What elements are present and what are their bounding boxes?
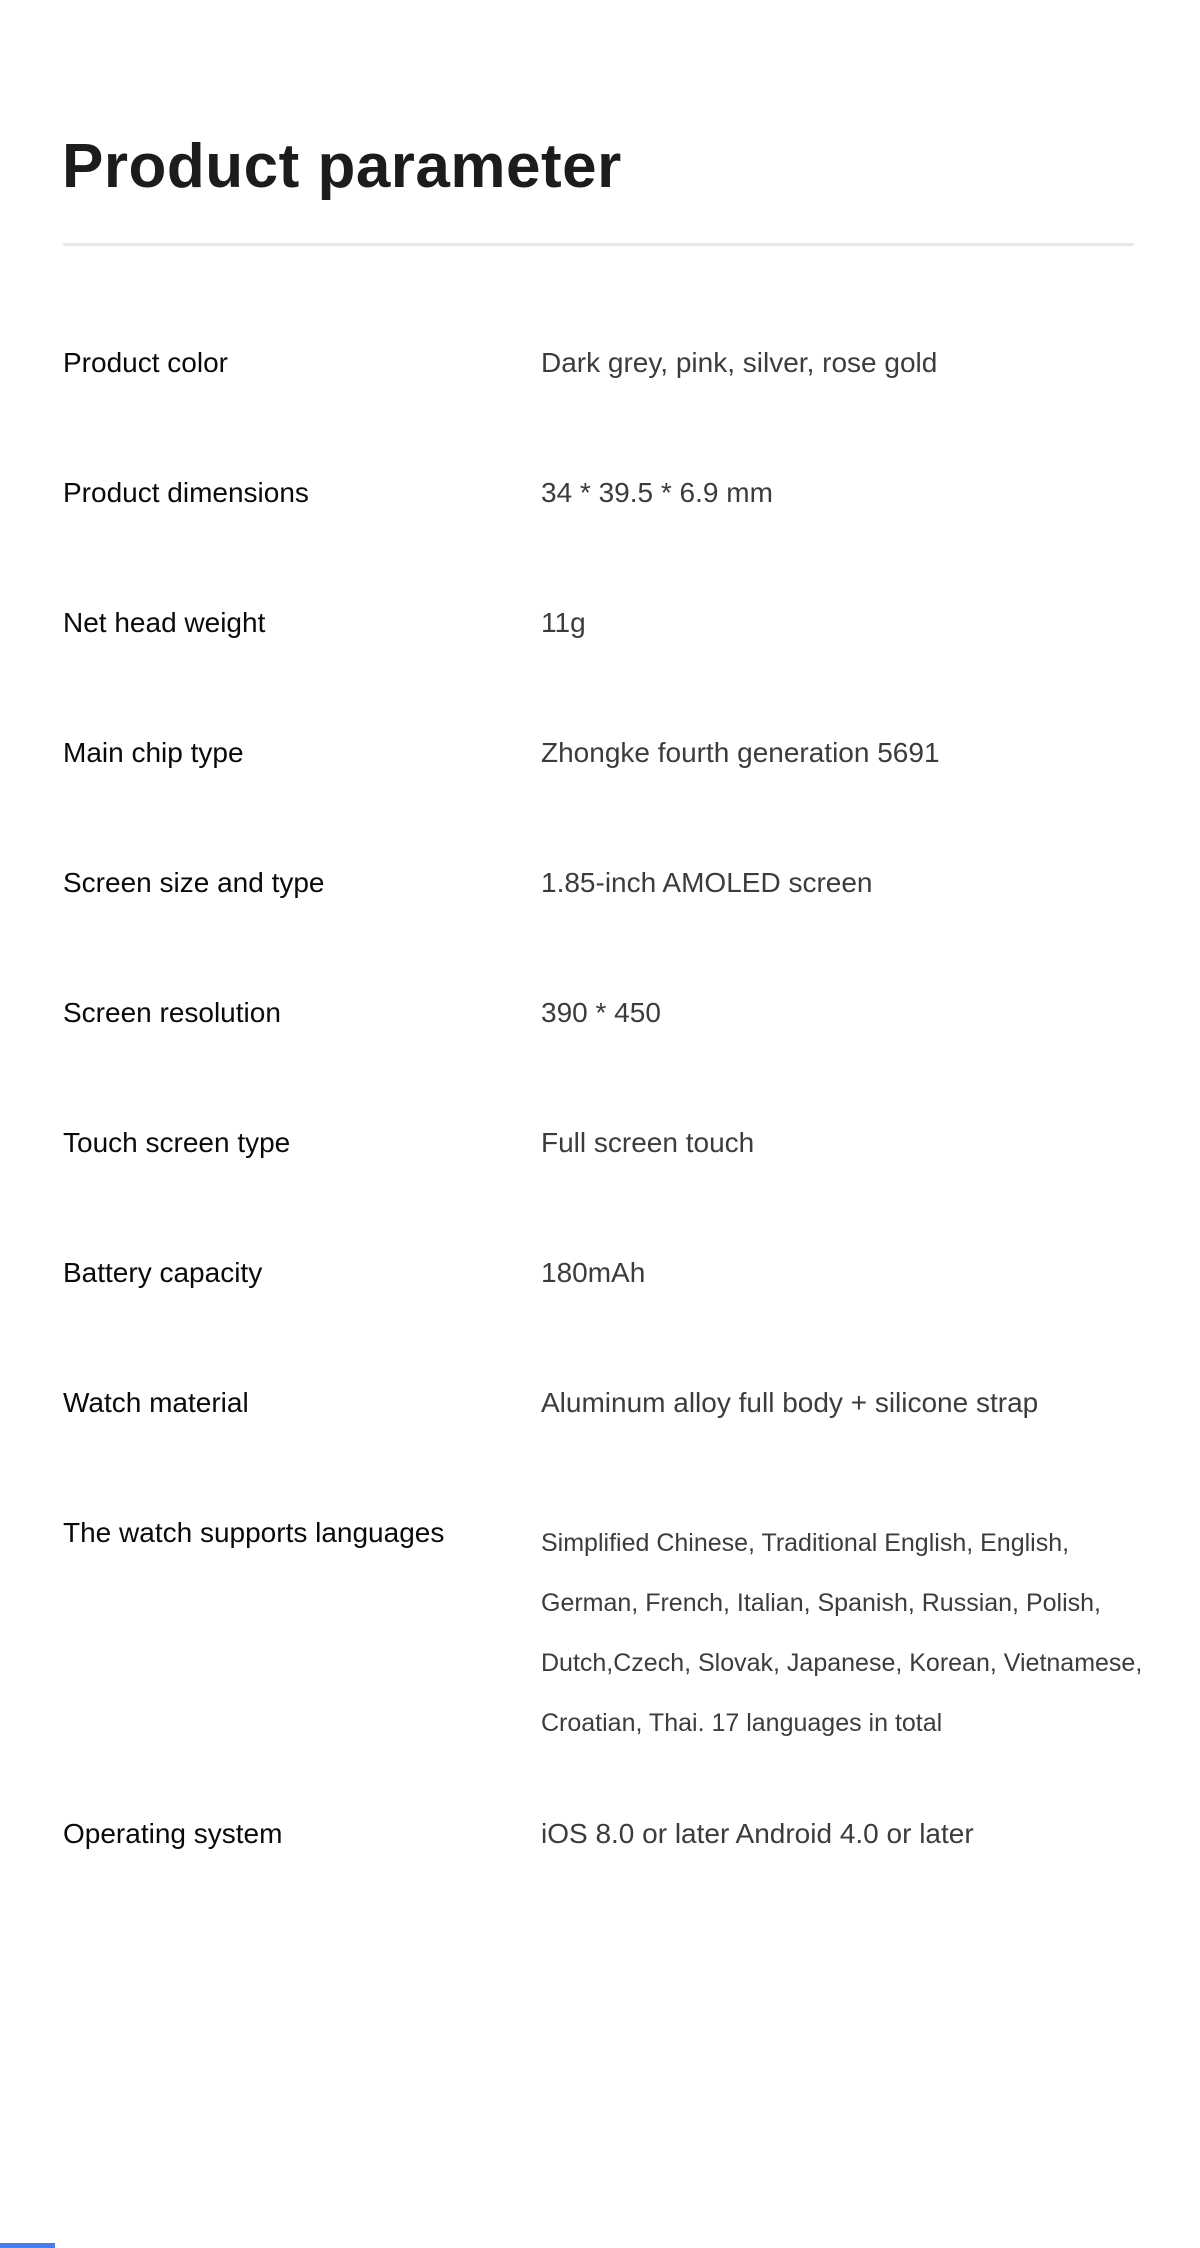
spec-value: 180mAh <box>541 1257 646 1288</box>
spec-value: Dark grey, pink, silver, rose gold <box>541 347 938 378</box>
spec-value: 1.85-inch AMOLED screen <box>541 867 873 898</box>
spec-value: iOS 8.0 or later Android 4.0 or later <box>541 1818 974 1849</box>
spec-value: 11g <box>541 607 586 638</box>
spec-row-screen-size-type <box>63 863 1153 903</box>
spec-value: Aluminum alloy full body + silicone strap <box>541 1387 1039 1418</box>
spec-row-battery-capacity <box>63 1253 1153 1293</box>
spec-value: 390 * 450 <box>541 997 661 1028</box>
spec-value: Full screen touch <box>541 1127 755 1158</box>
language-line: Dutch,Czech, Slovak, Japanese, Korean, Vietnamese, <box>541 1649 1143 1677</box>
language-line: Croatian, Thai. 17 languages in total <box>541 1709 943 1737</box>
spec-label: Battery capacity <box>63 1257 263 1288</box>
spec-label: Operating system <box>63 1818 283 1849</box>
language-line: Simplified Chinese, Traditional English, English, <box>541 1529 1070 1557</box>
spec-row-product-color <box>63 343 1153 383</box>
bottom-accent-line <box>0 2243 55 2248</box>
spec-label: Product dimensions <box>63 477 309 508</box>
spec-row-screen-resolution <box>63 993 1153 1033</box>
spec-value: Zhongke fourth generation 5691 <box>541 737 940 768</box>
spec-row-operating-system <box>63 1814 1153 1854</box>
spec-row-touch-screen-type <box>63 1123 1153 1163</box>
spec-value: 34 * 39.5 * 6.9 mm <box>541 477 773 508</box>
spec-label: Screen size and type <box>63 867 325 898</box>
spec-row-main-chip-type <box>63 733 1153 773</box>
spec-label: Touch screen type <box>63 1127 291 1158</box>
spec-row-product-dimensions <box>63 473 1153 513</box>
spec-row-watch-material <box>63 1383 1153 1423</box>
spec-label: The watch supports languages <box>63 1517 445 1548</box>
spec-row-net-head-weight <box>63 603 1153 643</box>
title-divider <box>63 243 1134 246</box>
page-title: Product parameter <box>62 131 622 201</box>
spec-label: Watch material <box>63 1387 249 1418</box>
spec-row-supported-languages <box>63 1513 1153 1753</box>
spec-label: Main chip type <box>63 737 244 768</box>
spec-value-languages <box>541 1513 1142 1753</box>
spec-label: Net head weight <box>63 607 266 638</box>
language-line: German, French, Italian, Spanish, Russian, Polish, <box>541 1589 1101 1617</box>
spec-label: Screen resolution <box>63 997 281 1028</box>
spec-label: Product color <box>63 347 228 378</box>
